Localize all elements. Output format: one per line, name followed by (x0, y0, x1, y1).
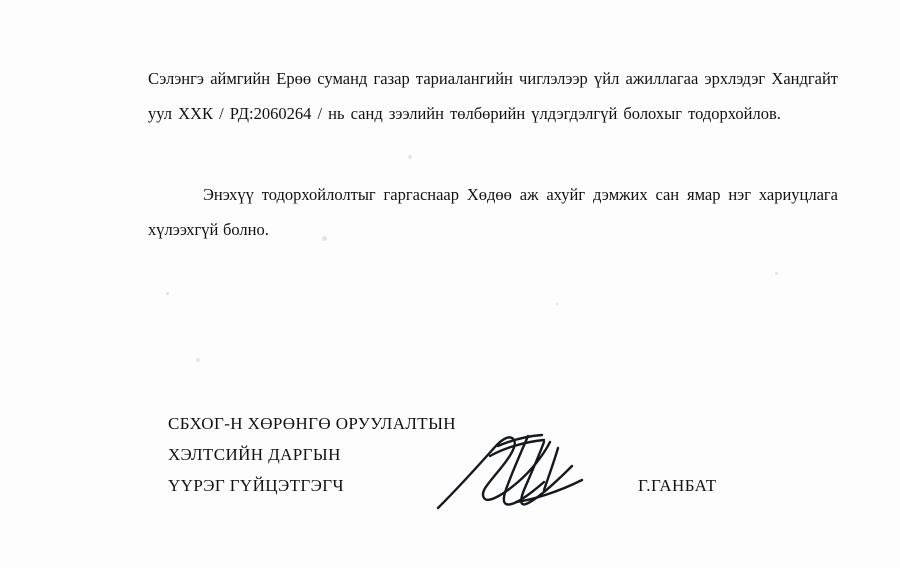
scan-speckle (166, 292, 169, 295)
paragraph-disclaimer: Энэхүү тодорхойлолтыг гаргаснаар Хөдөө аж ахуйг дэмжих сан ямар нэг хариуцлага хүлээхгүй болно. (148, 184, 838, 239)
signer-name: Г.ГАНБАТ (638, 476, 717, 495)
paragraph-statement: Сэлэнгэ аймгийн Ерөө суманд газар тариалангийн чиглэлээр үйл ажиллагаа эрхлэдэг Хандгайт уул ХХК / РД:2060264 / нь санд зээлийн төлбөрийн үлдэгдэлгүй болохыг тодорхойлов. (148, 68, 838, 123)
scan-speckle (196, 358, 200, 362)
signature-role-line-3: ҮҮРЭГ ГҮЙЦЭТГЭГЧ (168, 476, 344, 495)
signature-name-row (168, 470, 868, 501)
signature-role-line-1: СБХОГ-Н ХӨРӨНГӨ ОРУУЛАЛТЫН (168, 414, 456, 433)
signature-role-line-2: ХЭЛТСИЙН ДАРГЫН (168, 445, 341, 464)
document-text-body (148, 44, 838, 263)
scan-speckle (556, 303, 558, 305)
signature-block (168, 408, 868, 501)
scan-speckle (775, 272, 778, 275)
